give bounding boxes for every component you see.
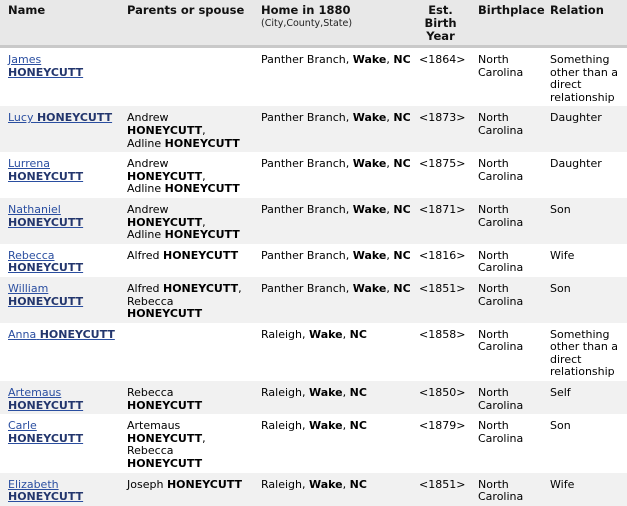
relative-surname: HONEYCUTT [166, 477, 243, 491]
surname: HONEYCUTT [36, 111, 113, 125]
table-row [0, 106, 627, 152]
birth-year-cell: <1858> [419, 327, 466, 341]
relative-name [127, 479, 249, 492]
birth-year-cell: <1864> [419, 53, 466, 66]
relative-name [127, 420, 249, 445]
name-cell [0, 106, 119, 152]
relative-name [127, 158, 249, 183]
birthplace-cell: North Carolina [478, 157, 524, 183]
relative-first: Artemaus [127, 419, 181, 433]
relative-separator: , [202, 431, 206, 445]
relative-surname: HONEYCUTT [127, 398, 203, 412]
birthplace-cell: North Carolina [478, 248, 524, 275]
person-link[interactable] [8, 111, 112, 124]
birthplace-cell: North Carolina [478, 327, 524, 354]
relative-first: Adline [127, 182, 162, 196]
parents-cell [119, 106, 253, 152]
relation-cell: Something other than a direct relationship [550, 53, 619, 104]
person-link[interactable] [8, 53, 83, 79]
birth-year-cell: <1816> [419, 248, 466, 262]
birth-year-cell: <1873> [419, 111, 466, 125]
table-row [0, 244, 627, 277]
surname: HONEYCUTT [8, 261, 84, 275]
parents-cell [119, 198, 253, 244]
home-state: NC [349, 477, 367, 491]
header-name[interactable]: Name [8, 3, 46, 17]
home-city: Raleigh, [261, 327, 309, 341]
table-body [0, 48, 627, 506]
home-state: NC [393, 53, 411, 66]
birthplace-cell: North Carolina [478, 386, 524, 412]
header-home-sub: (City,County,State) [261, 18, 353, 29]
home-city: Raleigh, [261, 419, 309, 433]
home-city: Panther Branch, [261, 157, 353, 171]
first-name: Elizabeth [8, 477, 59, 491]
home-city: Panther Branch, [261, 53, 353, 66]
person-link[interactable] [8, 386, 83, 412]
relative-name [127, 445, 249, 470]
header-parents[interactable]: Parents or spouse [127, 3, 245, 17]
parents-cell [119, 323, 253, 381]
header-birthplace[interactable]: Birthplace [478, 3, 545, 17]
parents-cell [119, 244, 253, 277]
birthplace-cell: North Carolina [478, 477, 524, 504]
surname: HONEYCUTT [8, 169, 84, 183]
name-cell [0, 473, 119, 506]
relative-surname: HONEYCUTT [162, 248, 239, 262]
header-year[interactable]: Est. Birth Year [424, 3, 457, 43]
home-state: NC [393, 202, 411, 216]
birthplace-cell: North Carolina [478, 202, 524, 229]
surname: HONEYCUTT [8, 65, 84, 79]
relative-surname: HONEYCUTT [127, 215, 203, 229]
parents-cell [119, 473, 253, 506]
parents-cell [119, 277, 253, 323]
birth-year-cell: <1879> [419, 419, 466, 433]
first-name: Artemaus [8, 386, 62, 400]
first-name: Carle [8, 419, 37, 433]
relation-cell: Son [550, 281, 571, 295]
surname: HONEYCUTT [8, 215, 84, 229]
relation-cell: Daughter [550, 157, 602, 171]
name-cell [0, 48, 119, 106]
home-state: NC [393, 157, 411, 171]
home-county: Wake [352, 248, 387, 262]
home-cell: Raleigh, Wake, NC [261, 477, 367, 491]
relative-first: Alfred [127, 281, 160, 295]
home-city: Panther Branch, [261, 248, 353, 262]
first-name: James [8, 53, 42, 66]
table-row [0, 198, 627, 244]
relative-surname: HONEYCUTT [127, 123, 203, 137]
home-city: Raleigh, [261, 386, 309, 400]
surname: HONEYCUTT [8, 490, 84, 504]
parents-cell [119, 48, 253, 106]
relation-cell: Something other than a direct relationship [550, 327, 619, 379]
relative-name [127, 296, 249, 321]
home-county: Wake [308, 477, 343, 491]
relative-first: Adline [127, 136, 162, 150]
relative-name [127, 112, 249, 137]
surname: HONEYCUTT [8, 398, 84, 412]
birthplace-cell: North Carolina [478, 281, 524, 308]
relation-cell: Self [550, 386, 571, 400]
home-county: Wake [352, 157, 387, 171]
home-cell: Panther Branch, Wake, NC [261, 157, 411, 171]
relation-cell: Son [550, 202, 571, 216]
first-name: Lurrena [8, 157, 50, 171]
home-county: Wake [352, 202, 387, 216]
parents-cell [119, 414, 253, 472]
home-state: NC [393, 281, 411, 295]
table-row [0, 323, 627, 381]
table-row [0, 48, 627, 106]
home-state: NC [349, 419, 367, 433]
table-header-row [0, 0, 627, 45]
relative-name [127, 138, 249, 151]
relative-first: Alfred [127, 248, 160, 262]
home-city: Panther Branch, [261, 111, 353, 125]
birth-year-cell: <1871> [419, 202, 466, 216]
relative-first: Rebecca [127, 386, 174, 400]
parents-cell [119, 152, 253, 198]
parents-cell [119, 381, 253, 414]
relative-name [127, 387, 249, 412]
relative-first: Rebecca [127, 294, 174, 308]
first-name: Lucy [8, 111, 34, 125]
relative-surname: HONEYCUTT [127, 307, 203, 321]
home-cell: Raleigh, Wake, NC [261, 386, 367, 400]
relative-surname: HONEYCUTT [164, 136, 240, 150]
person-link[interactable] [8, 478, 83, 504]
surname: HONEYCUTT [8, 294, 84, 308]
home-state: NC [349, 327, 367, 341]
name-cell [0, 277, 119, 323]
relative-separator: , [202, 123, 206, 137]
home-cell: Raleigh, Wake, NC [261, 327, 367, 341]
relative-first: Joseph [127, 477, 164, 491]
relative-separator: , [202, 215, 206, 229]
home-cell: Panther Branch, Wake, NC [261, 111, 411, 125]
relative-surname: HONEYCUTT [127, 457, 203, 471]
home-state: NC [393, 111, 411, 125]
first-name: Rebecca [8, 248, 55, 262]
first-name: Nathaniel [8, 202, 61, 216]
home-county: Wake [308, 327, 343, 341]
home-cell: Raleigh, Wake, NC [261, 419, 367, 433]
name-cell [0, 152, 119, 198]
relation-cell: Wife [550, 248, 575, 262]
relative-surname: HONEYCUTT [164, 182, 240, 196]
relation-cell: Daughter [550, 111, 602, 125]
relative-first: Andrew [127, 157, 169, 171]
person-link[interactable] [8, 249, 83, 275]
name-cell [0, 198, 119, 244]
table-row [0, 414, 627, 472]
person-link[interactable] [8, 328, 115, 341]
relative-name [127, 183, 249, 196]
home-county: Wake [308, 419, 343, 433]
home-county: Wake [352, 53, 387, 66]
relative-surname: HONEYCUTT [164, 228, 240, 242]
home-city: Panther Branch, [261, 281, 353, 295]
relation-cell: Wife [550, 477, 575, 491]
birth-year-cell: <1850> [419, 386, 466, 400]
person-link[interactable] [8, 282, 83, 308]
relative-surname: HONEYCUTT [127, 431, 203, 445]
header-home[interactable]: Home in 1880 (City,County,State) [253, 0, 415, 45]
home-city: Panther Branch, [261, 202, 353, 216]
home-state: NC [349, 386, 367, 400]
birth-year-cell: <1851> [419, 477, 466, 491]
relative-name [127, 204, 249, 229]
birth-year-cell: <1851> [419, 281, 466, 295]
birthplace-cell: North Carolina [478, 53, 524, 79]
header-relation[interactable]: Relation [550, 3, 604, 17]
birth-year-cell: <1875> [419, 157, 466, 171]
relative-name [127, 229, 249, 242]
table-row [0, 473, 627, 506]
name-cell [0, 323, 119, 381]
first-name: Anna [8, 327, 37, 341]
relative-first: Andrew [127, 202, 169, 216]
relative-first: Adline [127, 228, 162, 242]
relative-surname: HONEYCUTT [127, 169, 203, 183]
table-row [0, 152, 627, 198]
home-county: Wake [308, 386, 343, 400]
name-cell [0, 414, 119, 472]
person-link[interactable] [8, 157, 83, 183]
name-cell [0, 381, 119, 414]
relative-separator: , [202, 169, 206, 183]
home-cell: Panther Branch, Wake, NC [261, 202, 411, 216]
relative-separator: , [238, 281, 242, 295]
person-link[interactable] [8, 203, 83, 229]
home-state: NC [393, 248, 411, 262]
home-county: Wake [352, 281, 387, 295]
home-city: Raleigh, [261, 477, 309, 491]
birthplace-cell: North Carolina [478, 111, 524, 137]
birthplace-cell: North Carolina [478, 419, 524, 445]
relative-first: Rebecca [127, 444, 174, 458]
person-link[interactable] [8, 419, 83, 445]
name-cell [0, 244, 119, 277]
home-county: Wake [352, 111, 387, 125]
table-row [0, 277, 627, 323]
home-cell: Panther Branch, Wake, NC [261, 248, 411, 262]
relative-first: Andrew [127, 111, 169, 125]
home-cell: Panther Branch, Wake, NC [261, 53, 411, 66]
relation-cell: Son [550, 419, 571, 433]
surname: HONEYCUTT [8, 431, 84, 445]
relative-name [127, 250, 249, 263]
table-row [0, 381, 627, 414]
first-name: William [8, 281, 49, 295]
relative-surname: HONEYCUTT [162, 281, 239, 295]
home-cell: Panther Branch, Wake, NC [261, 281, 411, 295]
surname: HONEYCUTT [39, 327, 115, 341]
